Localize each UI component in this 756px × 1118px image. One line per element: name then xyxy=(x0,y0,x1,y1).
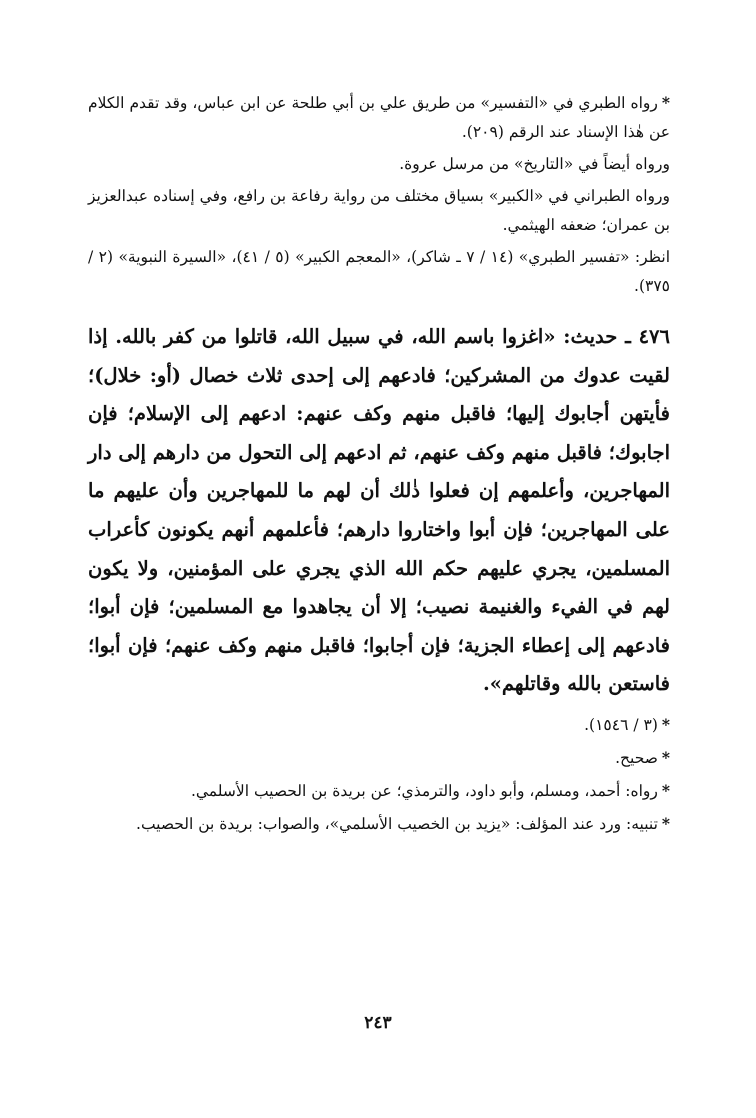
star-marker: * xyxy=(661,780,670,800)
notes-top xyxy=(88,88,670,301)
hadith-text: حديث: «اغزوا باسم الله، في سبيل الله، قاتلوا من كفر بالله. إذا لقيت عدوك من المشركين؛ فادعهم إلى إحدى ثلاث خصال (أو: خلال)؛ فأيتهن أجابوك إليها؛ فاقبل منهم وكف عنهم: ادعهم إلى الإسلام؛ فإن اجابوك؛ فاقبل منهم وكف عنهم، ثم ادعهم إلى التحول من دارهم إلى دار المهاجرين، وأعلمهم إن فعلوا ذٰلك أن لهم ما للمهاجرين وأن عليهم ما على المهاجرين؛ فإن أبوا واختاروا دارهم؛ فأعلمهم أنهم يكونون كأعراب المسلمين، يجري عليهم حكم الله الذي يجري على المؤمنين، ولا يكون لهم في الفيء والغنيمة نصيب؛ إلا أن يجاهدوا مع المسلمين؛ فإن أبوا؛ فادعهم إلى إعطاء الجزية؛ فإن أجابوا؛ فاقبل منهم وكف عنهم؛ فإن أبوا؛ فاستعن بالله وقاتلهم». xyxy=(88,325,671,696)
note-paragraph xyxy=(88,88,670,147)
note-text: صحيح. xyxy=(615,748,658,767)
notes-bottom xyxy=(88,710,670,839)
note-text: ورواه الطبراني في «الكبير» بسياق مختلف من رواية رفاعة بن رافع، وفي إسناده عبدالعزيز بن عمران؛ ضعفه الهيثمي. xyxy=(88,187,670,234)
note-text: (٣ / ١٥٤٦). xyxy=(584,715,658,734)
note-text: انظر: «تفسير الطبري» (١٤ / ٧ ـ شاكر)، «المعجم الكبير» (٥ / ٤١)، «السيرة النبوية» (٢ / ٣٧٥). xyxy=(88,248,671,295)
hadith-block xyxy=(88,318,670,704)
note-paragraph xyxy=(88,743,670,773)
page-number: ٢٤٣ xyxy=(364,1013,392,1033)
star-marker: * xyxy=(661,93,670,112)
note-text: ورواه أيضاً في «التاريخ» من مرسل عروة. xyxy=(399,155,670,173)
note-text: رواه الطبري في «التفسير» من طريق علي بن أبي طلحة عن ابن عباس، وقد تقدم الكلام عن هٰذا الإسناد عند الرقم (٢٠٩). xyxy=(88,94,670,141)
note-paragraph xyxy=(88,776,670,806)
star-marker: * xyxy=(661,813,670,833)
note-text: رواه: أحمد، ومسلم، وأبو داود، والترمذي؛ عن بريدة بن الحصيب الأسلمي. xyxy=(190,781,658,800)
note-paragraph xyxy=(88,243,670,301)
note-paragraph xyxy=(88,182,670,240)
page-body xyxy=(88,88,670,839)
note-paragraph xyxy=(88,809,670,839)
note-paragraph xyxy=(88,710,670,740)
star-marker: * xyxy=(661,714,670,734)
hadith-number: ٤٧٦ ـ xyxy=(625,325,670,348)
star-marker: * xyxy=(661,747,670,767)
note-paragraph xyxy=(88,150,670,179)
note-text: تنبيه: ورد عند المؤلف: «يزيد بن الخصيب الأسلمي»، والصواب: بريدة بن الحصيب. xyxy=(136,814,658,833)
